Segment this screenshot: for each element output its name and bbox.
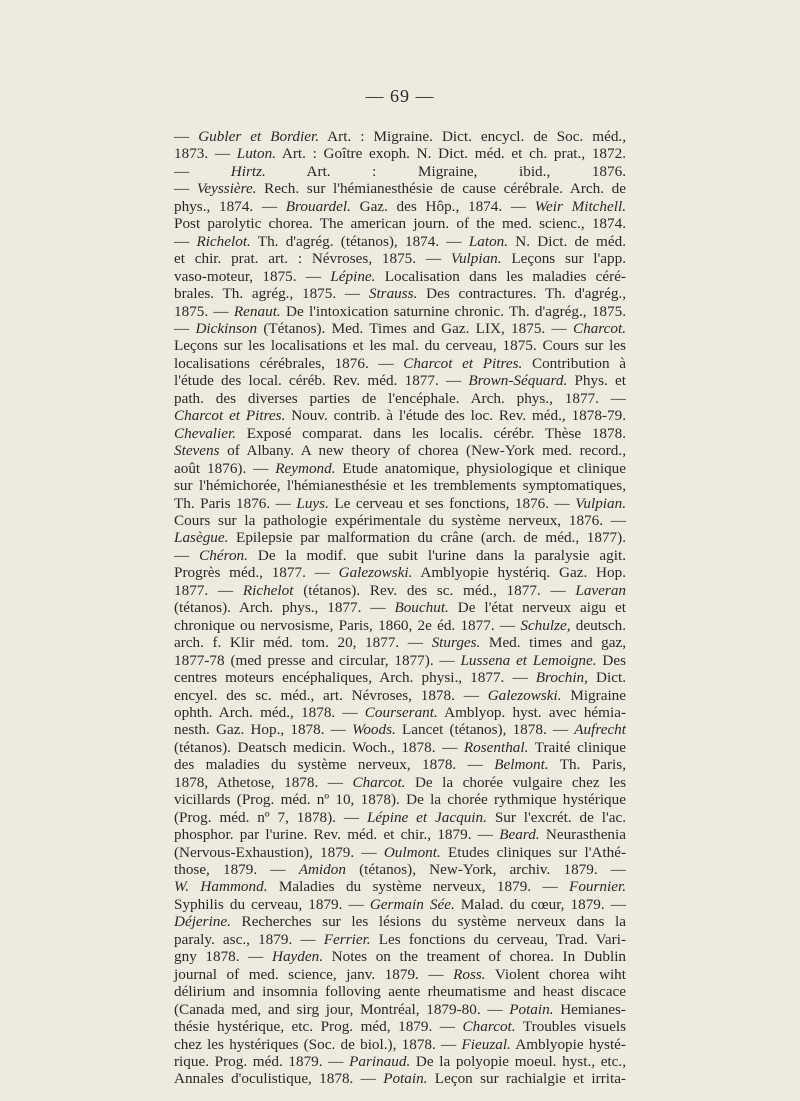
citation-text: Art. : Migraine, ibid., 1876.: [265, 162, 626, 180]
author-name: Aufrecht: [574, 721, 626, 739]
text-line: [174, 878, 626, 895]
citation-text: De la modif. que subit l'urine dans la paralysie agit.: [247, 546, 626, 564]
citation-text: Amblyopie hystériq. Gaz. Hop.: [412, 564, 626, 582]
author-name: Sturges.: [431, 634, 481, 652]
text-line: [174, 948, 626, 965]
citation-text: —: [174, 546, 200, 564]
author-name: Stevens: [174, 442, 220, 460]
author-name: Brown-Séquard.: [468, 372, 568, 390]
citation-text: Syphilis du cerveau, 1879. —: [174, 895, 370, 913]
citation-text: N. Dict. de méd.: [508, 232, 627, 250]
text-line: [174, 250, 626, 267]
citation-text: Lancet (tétanos), 1878. —: [395, 721, 575, 739]
citation-text: Th. Paris 1876. —: [174, 494, 297, 512]
text-line: [174, 460, 626, 477]
author-name: Luton.: [236, 145, 277, 163]
author-name: Weir Mitchell.: [534, 197, 626, 215]
citation-text: deutsch.: [570, 616, 626, 634]
author-name: Courserant.: [364, 703, 438, 721]
text-line: [174, 407, 626, 424]
text-line: [174, 1001, 626, 1018]
text-line: [174, 966, 626, 983]
citation-text: Etudes cliniques sur l'Athé-: [440, 843, 627, 861]
author-name: Potain.: [509, 1000, 554, 1018]
text-line: [174, 599, 626, 616]
citation-text: (tétanos). Deatsch medicin. Woch., 1878. —: [174, 738, 464, 756]
citation-text: Gaz. des Hôp., 1874. —: [350, 197, 535, 215]
author-name: Richelot: [242, 581, 294, 599]
citation-text: août 1876). —: [174, 459, 276, 477]
author-name: Charcot.: [462, 1018, 516, 1036]
citation-text: ophth. Arch. méd., 1878. —: [174, 703, 365, 721]
author-name: Lépine et Jacquin.: [366, 808, 487, 826]
author-name: Charcot.: [572, 319, 626, 337]
text-line: [174, 512, 626, 529]
author-name: W. Hammond.: [174, 878, 268, 896]
author-name: Fieuzal.: [461, 1035, 511, 1053]
author-name: Rosenthal.: [463, 738, 529, 756]
citation-text: Les fonctions du cerveau, Trad. Vari-: [370, 930, 626, 948]
author-name: Beard.: [499, 826, 540, 844]
text-line: [174, 355, 626, 372]
author-name: Oulmont.: [383, 843, 441, 861]
citation-text: Amblyopie hysté-: [510, 1035, 626, 1053]
text-line: [174, 529, 626, 546]
author-name: Vulpian.: [575, 494, 626, 512]
citation-text: De la chorée vulgaire chez les: [405, 773, 626, 791]
text-line: [174, 652, 626, 669]
text-line: [174, 477, 626, 494]
citation-text: Dict.: [587, 669, 626, 687]
text-line: [174, 983, 626, 1000]
text-line: [174, 669, 626, 686]
text-line: [174, 285, 626, 302]
text-line: [174, 791, 626, 808]
author-name: Lasègue.: [174, 529, 229, 547]
citation-text: —: [174, 162, 231, 180]
bibliography-text: [174, 128, 626, 1088]
citation-text: nesth. Gaz. Hop., 1878. —: [174, 721, 353, 739]
author-name: Lépine.: [330, 267, 376, 285]
author-name: Déjerine.: [174, 913, 231, 931]
text-line: [174, 215, 626, 232]
citation-text: vaso-moteur, 1875. —: [174, 267, 331, 285]
citation-text: Progrès méd., 1877. —: [174, 564, 339, 582]
citation-text: path. des diverses parties de l'encéphale. Arch. phys., 1877. —: [174, 389, 626, 407]
citation-text: rique. Prog. méd. 1879. —: [174, 1053, 350, 1071]
text-line: [174, 687, 626, 704]
citation-text: sur l'hémichorée, l'hémianesthésie et les tremblements symptomatiques,: [174, 477, 626, 495]
page-number: — 69 —: [365, 86, 435, 106]
text-line: [174, 1036, 626, 1053]
citation-text: (Prog. méd. nº 7, 1878). —: [174, 808, 367, 826]
citation-text: Contribution à: [522, 354, 626, 372]
text-line: [174, 844, 626, 861]
citation-text: délirium and insomnia folloving aente rheumatisme and heast discace: [174, 983, 626, 1001]
citation-text: chronique ou nervosisme, Paris, 1860, 2e éd. 1877. —: [174, 616, 521, 634]
citation-text: (Nervous-Exhaustion), 1879. —: [174, 843, 384, 861]
text-line: [174, 390, 626, 407]
text-line: [174, 721, 626, 738]
citation-text: —: [174, 319, 196, 337]
citation-text: et chir. prat. art. : Névroses, 1875. —: [174, 250, 451, 268]
citation-text: Th. d'agrég. (tétanos), 1874. —: [250, 232, 469, 250]
citation-text: De l'état nerveux aigu et: [448, 599, 626, 617]
citation-text: Leçons sur l'app.: [501, 250, 626, 268]
citation-text: (Tétanos). Med. Times and Gaz. LIX, 1875. —: [257, 319, 573, 337]
text-line: [174, 861, 626, 878]
author-name: Amidon: [298, 861, 346, 879]
citation-text: 1878, Athetose, 1878. —: [174, 773, 353, 791]
text-line: [174, 774, 626, 791]
author-name: Strauss.: [368, 285, 418, 303]
citation-text: Th. Paris,: [548, 756, 626, 774]
citation-text: Rech. sur l'hémianesthésie de cause cérébrale. Arch. de: [256, 180, 626, 198]
author-name: Germain Sée.: [369, 895, 455, 913]
citation-text: Des contractures. Th. d'agrég.,: [417, 285, 627, 303]
author-name: Vulpian.: [450, 250, 502, 268]
author-name: Lussena et Lemoigne.: [460, 651, 597, 669]
citation-text: vicillards (Prog. méd. nº 10, 1878). De la chorée rythmique hystérique: [174, 791, 626, 809]
author-name: Renaut.: [233, 302, 281, 320]
author-name: Gubler et Bordier.: [198, 128, 320, 145]
citation-text: Etude anatomique, physiologique et clinique: [335, 459, 626, 477]
citation-text: brales. Th. agrég., 1875. —: [174, 285, 369, 303]
citation-text: Neurasthenia: [539, 826, 626, 844]
citation-text: Epilepsie par malformation du crâne (arch. de méd., 1877).: [228, 529, 626, 547]
text-line: [174, 337, 626, 354]
citation-text: 1873. —: [174, 145, 237, 163]
citation-text: Hemianes-: [553, 1000, 626, 1018]
text-line: [174, 128, 626, 145]
author-name: Laveran: [575, 581, 627, 599]
author-name: Brouardel.: [285, 197, 351, 215]
citation-text: Nouv. contrib. à l'étude des loc. Rev. méd., 1878-79.: [285, 407, 626, 425]
citation-text: 1877-78 (med presse and circular, 1877). —: [174, 651, 461, 669]
text-line: [174, 320, 626, 337]
citation-text: encyel. des sc. méd., art. Névroses, 1878. —: [174, 686, 488, 704]
author-name: Veyssière.: [196, 180, 257, 198]
author-name: Charcot et Pitres.: [174, 407, 286, 425]
text-line: [174, 303, 626, 320]
text-line: [174, 756, 626, 773]
author-name: Belmont.: [494, 756, 549, 774]
citation-text: Art. : Migraine. Dict. encycl. de Soc. méd.,: [319, 128, 627, 145]
citation-text: of Albany. A new theory of chorea (New-York med. record.,: [219, 442, 626, 460]
author-name: Hayden.: [272, 948, 324, 966]
citation-text: Art. : Goître exoph. N. Dict. méd. et ch. prat., 1872.: [276, 145, 626, 163]
citation-text: Maladies du système nerveux, 1879. —: [267, 878, 570, 896]
author-name: Chevalier.: [174, 424, 237, 442]
citation-text: thésie hystérique, etc. Prog. méd, 1879. —: [174, 1018, 463, 1036]
text-line: [174, 1053, 626, 1070]
text-line: [174, 268, 626, 285]
text-line: [174, 913, 626, 930]
citation-text: journal of med. science, janv. 1879. —: [174, 965, 454, 983]
text-line: [174, 180, 626, 197]
author-name: Ferrier.: [323, 930, 371, 948]
text-line: [174, 495, 626, 512]
citation-text: (tétanos). Arch. phys., 1877. —: [174, 599, 395, 617]
citation-text: Notes on the treament of chorea. In Dublin: [323, 948, 627, 966]
author-name: Hirtz.: [230, 162, 266, 180]
author-name: Laton.: [468, 232, 509, 250]
citation-text: (tétanos), New-York, archiv. 1879. —: [345, 861, 626, 879]
author-name: Schulze,: [520, 616, 571, 634]
citation-text: Malad. du cœur, 1879. —: [454, 895, 626, 913]
citation-text: Migraine: [561, 686, 626, 704]
text-line: [174, 564, 626, 581]
author-name: Galezowski.: [487, 686, 562, 704]
text-line: [174, 1070, 626, 1087]
author-name: Bouchut.: [394, 599, 449, 617]
citation-text: arch. f. Klir méd. tom. 20, 1877. —: [174, 634, 432, 652]
citation-text: Troubles visuels: [515, 1018, 627, 1036]
author-name: Parinaud.: [349, 1053, 411, 1071]
citation-text: Exposé comparat. dans les localis. cérébr. Thèse 1878.: [236, 424, 626, 442]
author-name: Fournier.: [569, 878, 626, 896]
citation-text: l'étude des local. céréb. Rev. méd. 1877. —: [174, 372, 469, 390]
text-line: [174, 1018, 626, 1035]
author-name: Ross.: [453, 965, 486, 983]
citation-text: paraly. asc., 1879. —: [174, 930, 324, 948]
citation-text: De l'intoxication saturnine chronic. Th. d'agrég., 1875.: [280, 302, 627, 320]
text-line: [174, 704, 626, 721]
citation-text: 1875. —: [174, 302, 234, 320]
author-name: Charcot.: [352, 773, 406, 791]
text-line: [174, 442, 626, 459]
citation-text: 1877. —: [174, 581, 243, 599]
text-line: [174, 809, 626, 826]
citation-text: (tétanos). Rev. des sc. méd., 1877. —: [293, 581, 576, 599]
citation-text: (Canada med, and sirg jour, Montréal, 1879-80. —: [174, 1000, 510, 1018]
author-name: Brochin,: [535, 669, 588, 687]
author-name: Dickinson: [195, 319, 258, 337]
citation-text: Med. times and gaz,: [480, 634, 626, 652]
citation-text: Localisation dans les maladies céré-: [375, 267, 626, 285]
text-line: [174, 931, 626, 948]
text-line: [174, 617, 626, 634]
citation-text: Sur l'excrét. de l'ac.: [486, 808, 627, 826]
citation-text: des maladies du système nerveux, 1878. —: [174, 756, 495, 774]
citation-text: De la polyopie moeul. hyst., etc.,: [410, 1053, 626, 1071]
citation-text: —: [174, 232, 197, 250]
author-name: Potain.: [383, 1070, 428, 1088]
text-line: [174, 634, 626, 651]
author-name: Galezowski.: [338, 564, 413, 582]
text-line: [174, 547, 626, 564]
author-name: Woods.: [352, 721, 396, 739]
citation-text: Violent chorea wiht: [485, 965, 627, 983]
citation-text: Post parolytic chorea. The american journ. of the med. scienc., 1874.: [174, 215, 626, 233]
citation-text: localisations cérébrales, 1876. —: [174, 354, 404, 372]
citation-text: Amblyop. hyst. avec hémia-: [437, 703, 627, 721]
citation-text: gny 1878. —: [174, 948, 272, 966]
citation-text: Recherches sur les lésions du système nerveux dans la: [230, 913, 626, 931]
author-name: Reymond.: [275, 459, 336, 477]
citation-text: Annales d'oculistique, 1878. —: [174, 1070, 384, 1088]
citation-text: centres moteurs encéphaliques, Arch. physi., 1877. —: [174, 669, 536, 687]
text-line: [174, 163, 626, 180]
author-name: Charcot et Pitres.: [403, 354, 523, 372]
citation-text: Des: [596, 651, 626, 669]
citation-text: Le cerveau et ses fonctions, 1876. —: [328, 494, 576, 512]
citation-text: —: [174, 128, 199, 145]
text-line: [174, 145, 626, 162]
citation-text: —: [174, 180, 197, 198]
text-line: [174, 582, 626, 599]
text-line: [174, 739, 626, 756]
text-line: [174, 372, 626, 389]
author-name: Chéron.: [199, 546, 248, 564]
author-name: Richelot.: [196, 232, 251, 250]
citation-text: Leçon sur rachialgie et irrita-: [427, 1070, 626, 1088]
text-line: [174, 826, 626, 843]
citation-text: Leçons sur les localisations et les mal. du cerveau, 1875. Cours sur les: [174, 337, 626, 355]
citation-text: chez les hystériques (Soc. de biol.), 1878. —: [174, 1035, 462, 1053]
citation-text: Traité clinique: [528, 738, 626, 756]
citation-text: those, 1879. —: [174, 861, 299, 879]
citation-text: Phys. et: [567, 372, 626, 390]
citation-text: phys., 1874. —: [174, 197, 286, 215]
citation-text: phosphor. par l'urine. Rev. méd. et chir., 1879. —: [174, 826, 500, 844]
author-name: Luys.: [296, 494, 329, 512]
text-line: [174, 896, 626, 913]
citation-text: Cours sur la pathologie expérimentale du système nerveux, 1876. —: [174, 511, 626, 529]
text-line: [174, 425, 626, 442]
text-line: [174, 198, 626, 215]
text-line: [174, 233, 626, 250]
